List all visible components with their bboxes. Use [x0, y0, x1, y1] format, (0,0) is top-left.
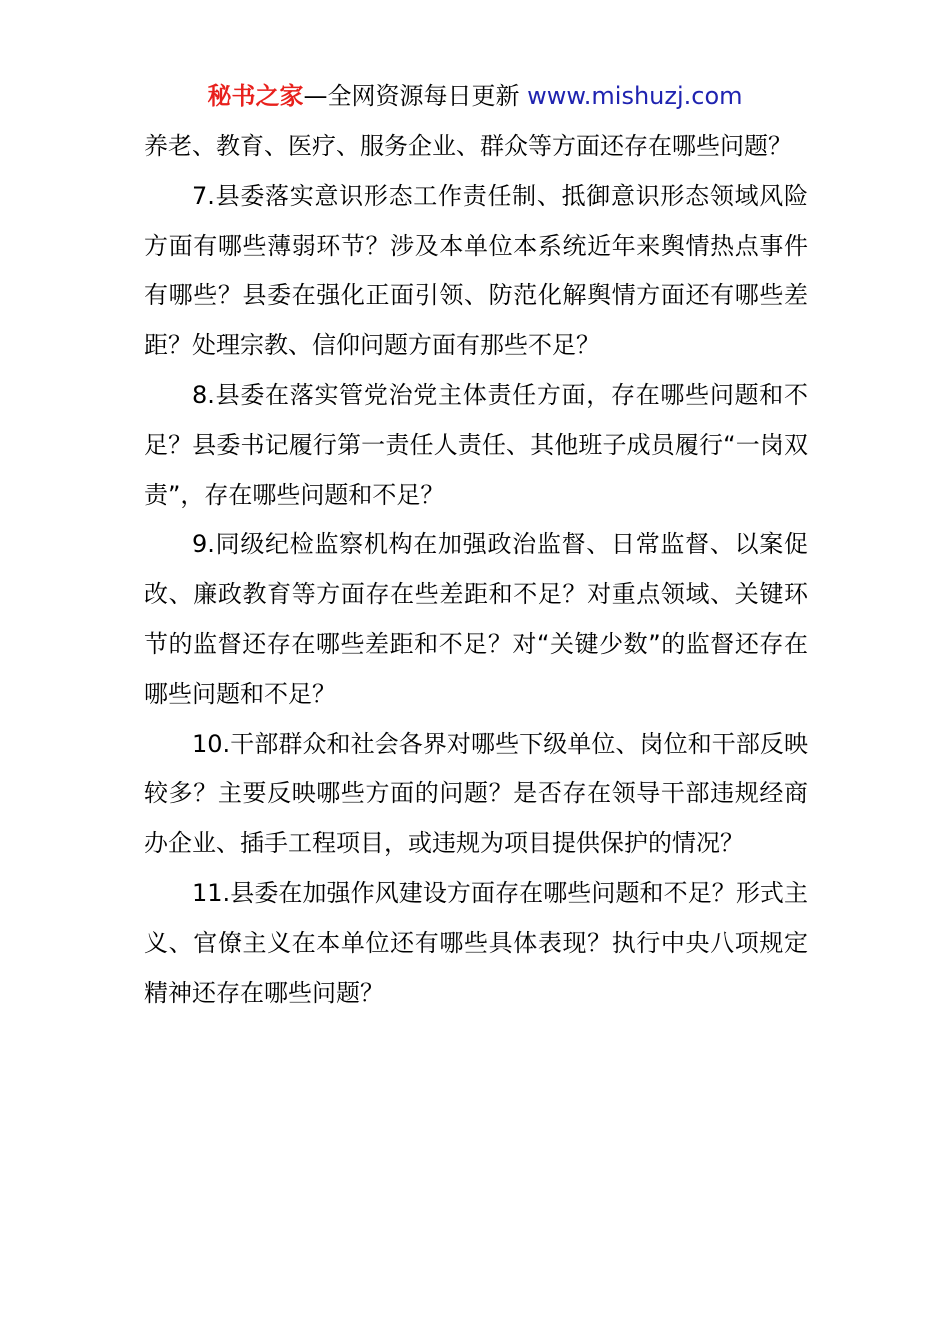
document-body	[144, 122, 808, 1018]
paragraph-item-7: 7.县委落实意识形态工作责任制、抵御意识形态领域风险方面有哪些薄弱环节？涉及本单位本系统近年来舆情热点事件有哪些？县委在强化正面引领、防范化解舆情方面还有哪些差距？处理宗教、信仰问题方面有那些不足？	[144, 181, 808, 360]
paragraph-item-9: 9.同级纪检监察机构在加强政治监督、日常监督、以案促改、廉政教育等方面存在些差距和不足？对重点领域、关键环节的监督还存在哪些差距和不足？对“关键少数”的监督还存在哪些问题和不足？	[144, 530, 808, 708]
paragraph-item-10: 10.干部群众和社会各界对哪些下级单位、岗位和干部反映较多？主要反映哪些方面的问题？是否存在领导干部违规经商办企业、插手工程项目，或违规为项目提供保护的情况？	[144, 729, 808, 858]
header-tagline: —全网资源每日更新	[303, 82, 528, 110]
website-link[interactable]: www.mishuzj.com	[527, 82, 743, 110]
brand-name: 秘书之家	[207, 82, 304, 110]
paragraph-item-11: 11.县委在加强作风建设方面存在哪些问题和不足？形式主义、官僚主义在本单位还有哪些具体表现？执行中央八项规定精神还存在哪些问题？	[144, 878, 808, 1007]
paragraph-continuation: 养老、教育、医疗、服务企业、群众等方面还存在哪些问题？	[144, 132, 792, 160]
paragraph-item-8: 8.县委在落实管党治党主体责任方面，存在哪些问题和不足？县委书记履行第一责任人责任、其他班子成员履行“一岗双责”，存在哪些问题和不足？	[144, 380, 808, 509]
page-header	[0, 78, 950, 114]
